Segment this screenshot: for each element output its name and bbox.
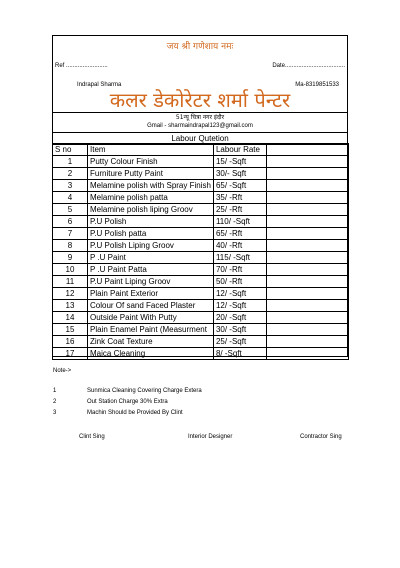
column-header-item: Item: [88, 144, 214, 156]
note-text: Machin Should be Provided By Clint: [87, 410, 183, 416]
row-blank: [266, 300, 348, 312]
row-item: Colour Of sand Faced Plaster: [88, 300, 214, 312]
table-row: [53, 192, 349, 204]
note-number: 2: [53, 399, 57, 405]
note-item: [53, 397, 202, 408]
table-row: [53, 324, 349, 336]
row-sno: 9: [53, 252, 88, 264]
row-item: Putty Colour Finish: [88, 156, 214, 168]
email-text: Gmail - sharmaindrapal123@gmail.com: [147, 123, 253, 129]
row-rate: 8/ -Sqft: [213, 348, 266, 360]
row-sno: 7: [53, 228, 88, 240]
row-item: Melamine polish with Spray Finish: [88, 180, 214, 192]
owner-name: Indrapal Sharma: [77, 82, 122, 88]
row-blank: [266, 204, 348, 216]
note-heading: Note->: [53, 368, 72, 374]
row-item: Outside Paint With Putty: [88, 312, 214, 324]
row-sno: 5: [53, 204, 88, 216]
row-blank: [266, 276, 348, 288]
row-item: P .U Paint: [88, 252, 214, 264]
table-row: [53, 276, 349, 288]
blessing-text: जय श्री गणेशाय नमः: [166, 42, 234, 52]
note-item: [53, 408, 202, 419]
table-row: [53, 348, 349, 360]
row-rate: 12/ -Sqft: [213, 300, 266, 312]
row-blank: [266, 228, 348, 240]
row-rate: 50/ -Rft: [213, 276, 266, 288]
row-rate: 12/ -Sqft: [213, 288, 266, 300]
row-blank: [266, 216, 348, 228]
row-rate: 70/ -Rft: [213, 264, 266, 276]
row-blank: [266, 180, 348, 192]
quotation-title: Labour Qutetion: [53, 132, 347, 145]
client-signature: Clint Sing: [79, 434, 105, 440]
table-row: [53, 312, 349, 324]
row-item: P.U Polish: [88, 216, 214, 228]
row-item: Plain Enamel Paint (Measurment: [88, 324, 214, 336]
labour-rate-table: [52, 143, 349, 360]
row-blank: [266, 348, 348, 360]
table-row: [53, 252, 349, 264]
row-sno: 8: [53, 240, 88, 252]
note-number: 1: [53, 388, 57, 394]
row-item: P .U Paint Patta: [88, 264, 214, 276]
row-rate: 20/ -Sqft: [213, 312, 266, 324]
row-blank: [266, 192, 348, 204]
row-blank: [266, 264, 348, 276]
row-rate: 25/ -Rft: [213, 204, 266, 216]
table-row: [53, 264, 349, 276]
row-rate: 115/ -Sqft: [213, 252, 266, 264]
row-rate: 15/ -Sqft: [213, 156, 266, 168]
row-item: Zink Coat Texture: [88, 336, 214, 348]
row-blank: [266, 156, 348, 168]
row-sno: 6: [53, 216, 88, 228]
row-sno: 12: [53, 288, 88, 300]
row-item: Melamine polish liping Groov: [88, 204, 214, 216]
row-sno: 1: [53, 156, 88, 168]
row-sno: 16: [53, 336, 88, 348]
row-sno: 4: [53, 192, 88, 204]
row-blank: [266, 312, 348, 324]
ref-field: Ref .........................: [55, 63, 108, 69]
table-row: [53, 180, 349, 192]
row-rate: 35/ -Rft: [213, 192, 266, 204]
designer-signature: Interior Designer: [188, 434, 233, 440]
row-sno: 10: [53, 264, 88, 276]
row-rate: 65/ -Sqft: [213, 180, 266, 192]
table-row: [53, 288, 349, 300]
row-blank: [266, 336, 348, 348]
row-item: P.U Polish patta: [88, 228, 214, 240]
row-item: Melamine polish patta: [88, 192, 214, 204]
company-name: कलर डेकोरेटर शर्मा पेन्टर: [109, 88, 291, 112]
note-number: 3: [53, 410, 57, 416]
row-blank: [266, 168, 348, 180]
row-rate: 65/ -Rft: [213, 228, 266, 240]
table-header-row: [53, 144, 349, 156]
row-rate: 40/ -Rft: [213, 240, 266, 252]
row-blank: [266, 240, 348, 252]
row-sno: 17: [53, 348, 88, 360]
row-sno: 15: [53, 324, 88, 336]
row-item: Plain Paint Exterior: [88, 288, 214, 300]
row-item: P.U Polish Liping Groov: [88, 240, 214, 252]
notes-list: [53, 386, 202, 419]
contractor-signature: Contractor Sing: [300, 434, 342, 440]
column-header-sno: S no: [53, 144, 88, 156]
row-blank: [266, 324, 348, 336]
row-blank: [266, 252, 348, 264]
row-blank: [266, 288, 348, 300]
table-row: [53, 240, 349, 252]
note-text: Sunmica Cleaning Covering Charge Extera: [87, 388, 202, 394]
row-item: Maica Cleaning: [88, 348, 214, 360]
row-rate: 30/ -Sqft: [213, 324, 266, 336]
row-item: P.U Paint Liping Groov: [88, 276, 214, 288]
row-sno: 2: [53, 168, 88, 180]
row-rate: 110/ -Sqft: [213, 216, 266, 228]
date-field: Date....................................: [272, 63, 345, 69]
note-text: Out Station Charge 30% Extra: [87, 399, 168, 405]
table-row: [53, 300, 349, 312]
table-row: [53, 336, 349, 348]
table-row: [53, 216, 349, 228]
quotation-frame: [52, 35, 348, 357]
row-rate: 25/ -Sqft: [213, 336, 266, 348]
column-header-rate: Labour Rate: [213, 144, 266, 156]
table-row: [53, 168, 349, 180]
table-row: [53, 228, 349, 240]
table-row: [53, 156, 349, 168]
column-header-blank: [266, 144, 348, 156]
row-rate: 30/- Sqft: [213, 168, 266, 180]
row-item: Furniture Putty Paint: [88, 168, 214, 180]
row-sno: 3: [53, 180, 88, 192]
row-sno: 11: [53, 276, 88, 288]
note-item: [53, 386, 202, 397]
row-sno: 13: [53, 300, 88, 312]
address-text: 51न्यू चित्रा नगर इंदौर: [175, 114, 225, 121]
phone-number: Ma-8319851533: [295, 82, 339, 88]
row-sno: 14: [53, 312, 88, 324]
table-row: [53, 204, 349, 216]
